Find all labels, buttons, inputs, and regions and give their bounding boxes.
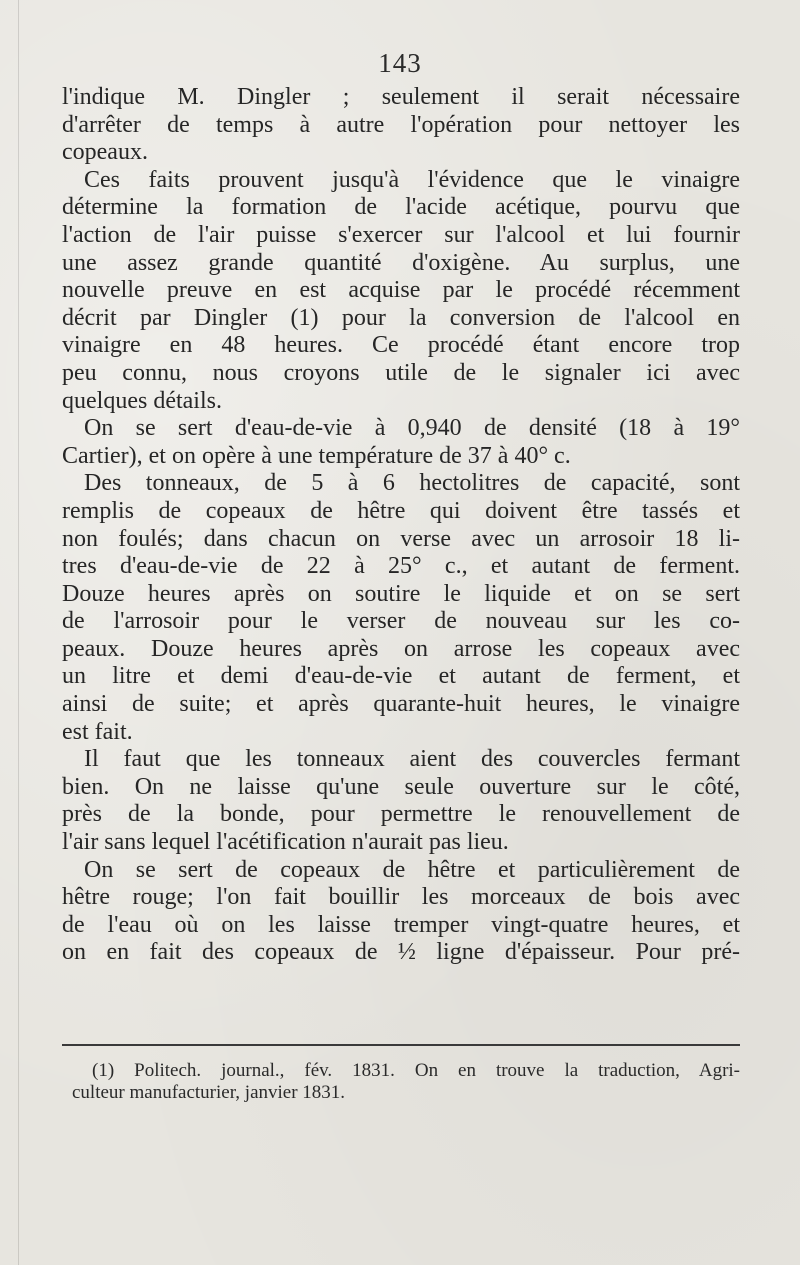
text-line: détermine la formation de l'acide acétique, pourvu que <box>62 194 740 221</box>
page-number: 143 <box>378 48 422 78</box>
text-line: On se sert de copeaux de hêtre et particulièrement de <box>84 856 740 883</box>
text-line: de l'arrosoir pour le verser de nouveau sur les co- <box>62 608 740 635</box>
text-line: remplis de copeaux de hêtre qui doivent être tassés et <box>62 497 740 524</box>
text-line: non foulés; dans chacun on verse avec un arrosoir 18 li- <box>62 525 740 552</box>
text-line: de l'eau où on les laisse tremper vingt-quatre heures, et <box>62 911 740 938</box>
footnote-separator-rule <box>62 1044 740 1046</box>
footnote <box>72 1060 740 1104</box>
text-line: décrit par Dingler (1) pour la conversion de l'alcool en <box>62 304 740 331</box>
footnote-line: culteur manufacturier, janvier 1831. <box>72 1082 346 1103</box>
text-line: Cartier), et on opère à une température de 37 à 40° c. <box>62 442 571 469</box>
footnote-line: (1) Politech. journal., fév. 1831. On en trouve la traduction, Agri- <box>92 1060 740 1081</box>
text-line: copeaux. <box>62 139 148 166</box>
text-line: tres d'eau-de-vie de 22 à 25° c., et autant de ferment. <box>62 553 740 580</box>
body-text <box>62 84 740 967</box>
page-edge-line <box>18 0 19 1265</box>
text-line: quelques détails. <box>62 387 222 414</box>
text-line: une assez grande quantité d'oxigène. Au surplus, une <box>62 249 740 276</box>
text-line: on en fait des copeaux de ½ ligne d'épaisseur. Pour pré- <box>62 939 740 966</box>
text-line: On se sert d'eau-de-vie à 0,940 de densité (18 à 19° <box>84 415 740 442</box>
text-line: est fait. <box>62 718 133 745</box>
text-line: un litre et demi d'eau-de-vie et autant de ferment, et <box>62 663 740 690</box>
text-line: l'action de l'air puisse s'exercer sur l'alcool et lui fournir <box>62 221 740 248</box>
text-line: près de la bonde, pour permettre le renouvellement de <box>62 801 740 828</box>
text-line: d'arrêter de temps à autre l'opération pour nettoyer les <box>62 111 740 138</box>
text-line: peaux. Douze heures après on arrose les copeaux avec <box>62 635 740 662</box>
text-line: bien. On ne laisse qu'une seule ouverture sur le côté, <box>62 773 740 800</box>
text-line: hêtre rouge; l'on fait bouillir les morceaux de bois avec <box>62 884 740 911</box>
text-line: nouvelle preuve en est acquise par le procédé récemment <box>62 277 740 304</box>
text-line: Il faut que les tonneaux aient des couvercles fermant <box>84 746 740 773</box>
text-line: vinaigre en 48 heures. Ce procédé étant encore trop <box>62 332 740 359</box>
text-line: l'indique M. Dingler ; seulement il serait nécessaire <box>62 84 740 110</box>
text-line: Douze heures après on soutire le liquide et on se sert <box>62 580 740 607</box>
text-line: Ces faits prouvent jusqu'à l'évidence que le vinaigre <box>84 166 740 193</box>
text-line: peu connu, nous croyons utile de le signaler ici avec <box>62 359 740 386</box>
text-line: ainsi de suite; et après quarante-huit heures, le vinaigre <box>62 691 740 718</box>
text-line: l'air sans lequel l'acétification n'aurait pas lieu. <box>62 829 509 856</box>
text-line: Des tonneaux, de 5 à 6 hectolitres de capacité, sont <box>84 470 740 497</box>
